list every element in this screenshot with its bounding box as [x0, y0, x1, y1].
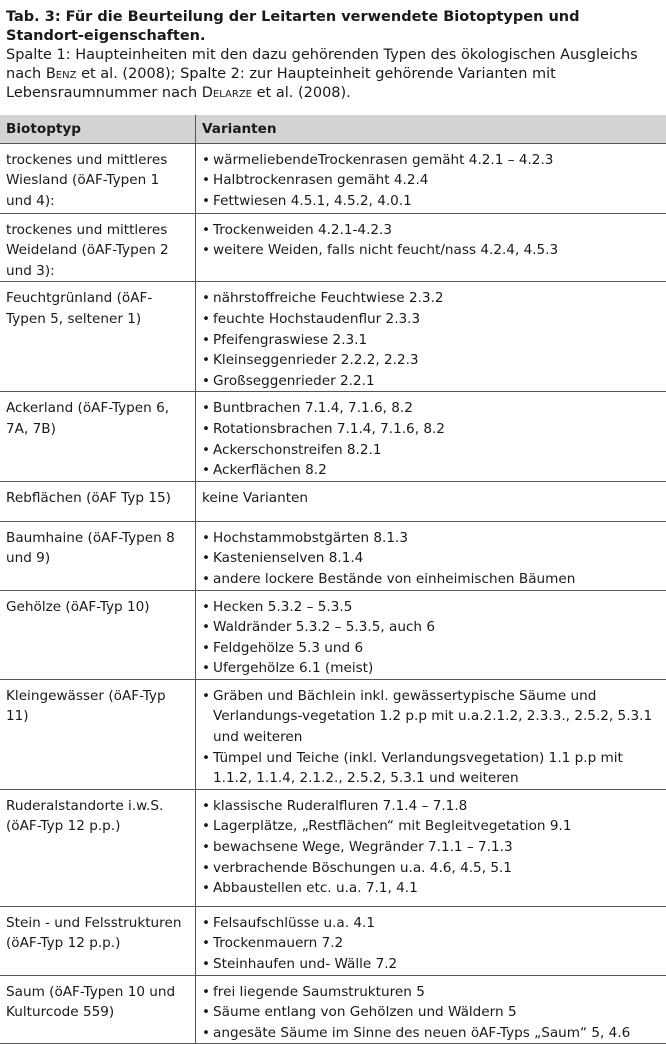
- variants-list: [202, 913, 660, 975]
- variant-item: • verbrachende Böschungen u.a. 4.6, 4.5, 5.1: [202, 858, 660, 879]
- variants-cell: [196, 590, 666, 679]
- table-row: [0, 906, 666, 975]
- variant-item: • andere lockere Bestände von einheimischen Bäumen: [202, 569, 660, 590]
- variants-cell: [196, 906, 666, 975]
- table-row: [0, 282, 666, 392]
- header-varianten: Varianten: [196, 115, 666, 143]
- biotope-type-cell: Saum (öAF-Typen 10 und Kulturcode 559): [0, 975, 196, 1044]
- variant-item: • Ackerflächen 8.2: [202, 460, 660, 481]
- table-row: [0, 481, 666, 521]
- biotope-table: [0, 115, 666, 1044]
- table-body: [0, 143, 666, 1044]
- variants-list: [202, 398, 660, 480]
- variant-item: • Ackerschonstreifen 8.2.1: [202, 440, 660, 461]
- biotope-type-cell: Ruderalstandorte i.w.S. (öAF-Typ 12 p.p.): [0, 789, 196, 906]
- variant-item: • Feldgehölze 5.3 und 6: [202, 638, 660, 659]
- variants-list: [202, 288, 660, 391]
- table-row: [0, 975, 666, 1044]
- variant-item: • Steinhaufen und- Wälle 7.2: [202, 954, 660, 975]
- variant-item: • Trockenmauern 7.2: [202, 933, 660, 954]
- variants-cell: [196, 521, 666, 590]
- variants-list: [202, 686, 660, 789]
- biotope-type-cell: Kleingewässer (öAF-Typ 11): [0, 679, 196, 789]
- variants-list: [202, 982, 660, 1044]
- variant-item: • Hecken 5.3.2 – 5.3.5: [202, 597, 660, 618]
- biotope-type-cell: Gehölze (öAF-Typ 10): [0, 590, 196, 679]
- variant-item: • nährstoffreiche Feuchtwiese 2.3.2: [202, 288, 660, 309]
- variant-item: • Säume entlang von Gehölzen und Wäldern 5: [202, 1002, 660, 1023]
- variant-item: • Kleinseggenrieder 2.2.2, 2.2.3: [202, 350, 660, 371]
- variant-item: • Ufergehölze 6.1 (meist): [202, 658, 660, 679]
- table-row: [0, 143, 666, 213]
- variant-item: • Kastenienselven 8.1.4: [202, 548, 660, 569]
- variant-item: • frei liegende Saumstrukturen 5: [202, 982, 660, 1003]
- variants-list: [202, 528, 660, 590]
- variant-item: • Trockenweiden 4.2.1-4.2.3: [202, 220, 660, 241]
- biotope-type-cell: trockenes und mittleres Weideland (öAF-Typen 2 und 3):: [0, 213, 196, 282]
- variant-item: • angesäte Säume im Sinne des neuen öAF-Typs „Saum“ 5, 4.6: [202, 1023, 660, 1044]
- variants-list: [202, 597, 660, 679]
- table-row: [0, 213, 666, 282]
- variant-item: • Abbaustellen etc. u.a. 7.1, 4.1: [202, 878, 660, 899]
- variants-cell: [196, 143, 666, 213]
- table-row: [0, 789, 666, 906]
- table-header-row: [0, 115, 666, 143]
- caption-title: Tab. 3: Für die Beurteilung der Leitarten verwendete Biotoptypen und Standort-eigenschaften.: [6, 8, 660, 46]
- variant-item: • Hochstammobstgärten 8.1.3: [202, 528, 660, 549]
- table-row: [0, 590, 666, 679]
- variant-item: • Gräben und Bächlein inkl. gewässertypische Säume und Verlandungs-vegetation 1.2 p.p mit u.a.2.1.2, 2.3.3., 2.5.2, 5.3.1 und weiteren: [202, 686, 660, 748]
- variant-item: • Pfeifengraswiese 2.3.1: [202, 330, 660, 351]
- table-row: [0, 679, 666, 789]
- variant-item: • Felsaufschlüsse u.a. 4.1: [202, 913, 660, 934]
- variant-item: • weitere Weiden, falls nicht feucht/nass 4.2.4, 4.5.3: [202, 240, 660, 261]
- variant-item: • Halbtrockenrasen gemäht 4.2.4: [202, 170, 660, 191]
- variant-item: • wärmeliebendeTrockenrasen gemäht 4.2.1 – 4.2.3: [202, 150, 660, 171]
- caption-author-delarze: Delarze: [202, 85, 252, 101]
- variants-cell: [196, 679, 666, 789]
- variants-list: [202, 220, 660, 261]
- variants-cell: [196, 789, 666, 906]
- variant-item: • klassische Ruderalfluren 7.1.4 – 7.1.8: [202, 796, 660, 817]
- biotope-type-cell: Ackerland (öAF-Typen 6, 7A, 7B): [0, 392, 196, 481]
- table-row: [0, 392, 666, 481]
- biotope-type-cell: Stein - und Felsstrukturen (öAF-Typ 12 p.p.): [0, 906, 196, 975]
- variants-cell: [196, 282, 666, 392]
- variant-item: • Buntbrachen 7.1.4, 7.1.6, 8.2: [202, 398, 660, 419]
- caption-desc-part2: et al. (2008); Spalte 2: zur Haupteinheit gehörende Varianten mit Lebensraumnummer nach: [6, 66, 556, 101]
- caption-description: [6, 46, 660, 103]
- variant-item: • Lagerplätze, „Restflächen“ mit Begleitvegetation 9.1: [202, 816, 660, 837]
- caption-desc-part1: Spalte 1: Haupteinheiten mit den dazu gehörenden Typen des ökologischen Ausgleichs nach: [6, 47, 638, 82]
- header-biotoptyp: Biotoptyp: [0, 115, 196, 143]
- variant-item: • Tümpel und Teiche (inkl. Verlandungsvegetation) 1.1 p.p mit 1.1.2, 1.1.4, 2.1.2., 2.5.2, 5.3.1 und weiteren: [202, 748, 660, 789]
- biotope-type-cell: Rebflächen (öAF Typ 15): [0, 481, 196, 521]
- variant-item: • bewachsene Wege, Wegränder 7.1.1 – 7.1.3: [202, 837, 660, 858]
- biotope-type-cell: Feuchtgrünland (öAF-Typen 5, seltener 1): [0, 282, 196, 392]
- variants-cell: [196, 392, 666, 481]
- variant-item: • Waldränder 5.3.2 – 5.3.5, auch 6: [202, 617, 660, 638]
- variants-cell: keine Varianten: [196, 481, 666, 521]
- table-caption: [0, 0, 666, 103]
- table-row: [0, 521, 666, 590]
- variant-item: • Großseggenrieder 2.2.1: [202, 371, 660, 392]
- caption-desc-part3: et al. (2008).: [252, 85, 351, 101]
- variant-item: • Rotationsbrachen 7.1.4, 7.1.6, 8.2: [202, 419, 660, 440]
- variants-list: [202, 796, 660, 899]
- variants-list: [202, 150, 660, 212]
- biotope-type-cell: trockenes und mittleres Wiesland (öAF-Typen 1 und 4):: [0, 143, 196, 213]
- variant-item: • feuchte Hochstaudenflur 2.3.3: [202, 309, 660, 330]
- caption-author-benz: Benz: [46, 66, 77, 82]
- variants-cell: [196, 213, 666, 282]
- variant-item: • Fettwiesen 4.5.1, 4.5.2, 4.0.1: [202, 191, 660, 212]
- variants-cell: [196, 975, 666, 1044]
- biotope-type-cell: Baumhaine (öAF-Typen 8 und 9): [0, 521, 196, 590]
